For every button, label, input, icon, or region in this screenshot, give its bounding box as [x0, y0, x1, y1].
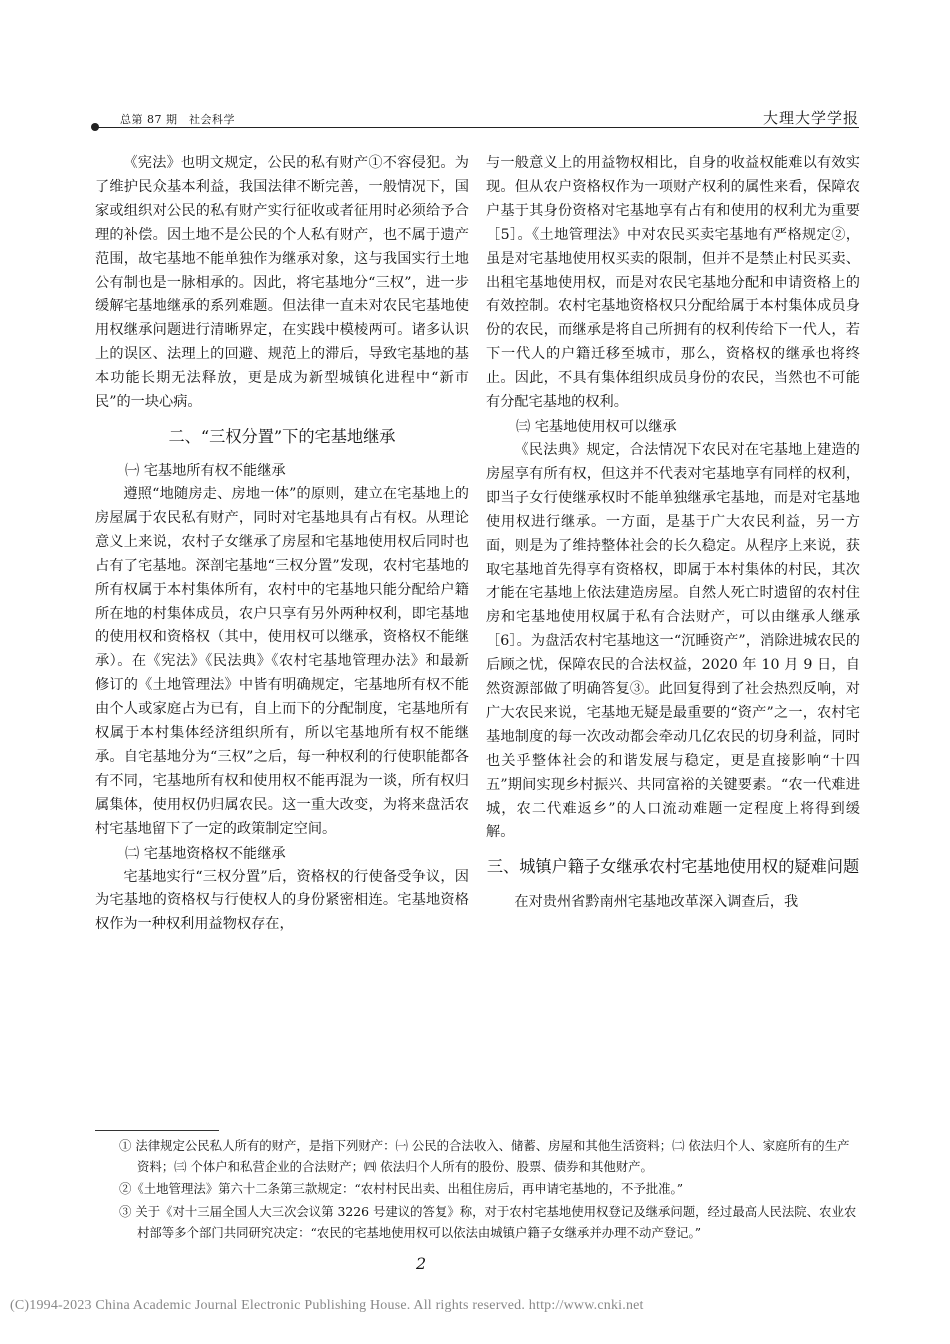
right-column	[486, 152, 860, 915]
footnote-3: ③ 关于《对十三届全国人大三次会议第 3226 号建议的答复》称，对于农村宅基地使用权登记及继承问题，经过最高人民法院、农业农村部等多个部门共同研究决定：“农民的宅基地使用权可以依法由城镇户籍子女继承并办理不动产登记。”	[119, 1204, 857, 1240]
subheading-ownership: ㈠ 宅基地所有权不能继承	[125, 462, 286, 479]
subheading-qualification: ㈡ 宅基地资格权不能继承	[125, 845, 286, 862]
subheading-use-right: ㈢ 宅基地使用权可以继承	[516, 418, 677, 435]
left-column	[95, 152, 469, 937]
journal-title: 大理大学学报	[762, 109, 859, 127]
header-rule	[95, 127, 859, 128]
copyright-watermark: (C)1994-2023 China Academic Journal Electronic Publishing House. All rights reserved. http://www.cnki.net	[10, 1298, 644, 1313]
paragraph-qualification-cont: 与一般意义上的用益物权相比，自身的收益权能难以有效实现。但从农户资格权作为一项财产权利的属性来看，保障农户基于其身份资格对宅基地享有占有和使用的权利尤为重要［5］。《土地管理法》中对农民买卖宅基地有严格规定②，虽是对宅基地使用权买卖的限制，但并不是禁止村民买卖、出租宅基地使用权，而是对农民宅基地分配和申请资格上的有效控制。农村宅基地资格权只分配给属于本村集体成员身份的农民，而继承是将自己所拥有的权利传给下一代人，若下一代人的户籍迁移至城市，那么，资格权的继承也将终止。因此，不具有集体组织成员身份的农民，当然也不可能有分配宅基地的权利。	[486, 155, 860, 411]
paragraph-investigation: 在对贵州省黔南州宅基地改革深入调查后，我	[514, 894, 799, 911]
footnotes	[119, 1136, 859, 1246]
footnote-1: ① 法律规定公民私人所有的财产，是指下列财产：㈠ 公民的合法收入、储蓄、房屋和其他生活资料；㈡ 依法归个人、家庭所有的生产资料；㈢ 个体户和私营企业的合法财产；㈣ 依法归个人所有的股份、股票、债券和其他财产。	[119, 1138, 850, 1174]
paragraph-ownership: 遵照“地随房走、房地一体”的原则，建立在宅基地上的房屋属于农民私有财产，同时对宅基地具有占有权。从理论意义上来说，农村子女继承了房屋和宅基地使用权后同时也占有了宅基地。深剖宅基地“三权分置”发现，农村宅基地的所有权属于本村集体所有，农村中的宅基地只能分配给户籍所在地的村集体成员，农户只享有另外两种权利，即宅基地的使用权和资格权（其中，使用权可以继承，资格权不能继承）。在《宪法》《民法典》《农村宅基地管理办法》和最新修订的《土地管理法》中皆有明确规定，宅基地所有权不能由个人或家庭占为已有，自上而下的分配制度，宅基地所有权属于本村集体经济组织所有，所以宅基地所有权不能继承。自宅基地分为“三权”之后，每一种权利的行使职能都各有不同，宅基地所有权和使用权不能再混为一谈，所有权归属集体，使用权仍归属农民。这一重大改变，为将来盘活农村宅基地留下了一定的政策制定空间。	[95, 485, 469, 837]
paragraph-constitution: 《宪法》也明文规定，公民的私有财产①不容侵犯。为了维护民众基本利益，我国法律不断完善，一般情况下，国家或组织对公民的私有财产实行征收或者征用时必须给予合理的补偿。因土地不是公民的个人私有财产，也不属于遗产范围，故宅基地不能单独作为继承对象，这与我国实行土地公有制也是一脉相承的。因此，将宅基地分“三权”，进一步缓解宅基地继承的系列难题。但法律一直未对农民宅基地使用权继承问题进行清晰界定，在实践中模棱两可。诸多认识上的误区、法理上的回避、规范上的滞后，导致宅基地的基本功能长期无法释放，更是成为新型城镇化进程中“新市民”的一块心病。	[95, 155, 469, 411]
section-heading-3: 三、城镇户籍子女继承农村宅基地使用权的疑难问题	[486, 857, 860, 877]
footnote-rule	[95, 1130, 219, 1131]
paragraph-qualification: 宅基地实行“三权分置”后，资格权的行使备受争议，因为宅基地的资格权与行使权人的身份紧密相连。宅基地资格权作为一种权利用益物权存在，	[95, 868, 469, 933]
paragraph-use-right: 《民法典》规定，合法情况下农民对在宅基地上建造的房屋享有所有权，但这并不代表对宅基地享有同样的权利，即当子女行使继承权时不能单独继承宅基地，而是对宅基地使用权进行继承。一方面，是基于广大农民利益，另一方面，则是为了维持整体社会的长久稳定。从程序上来说，获取宅基地首先得享有资格权，即属于本村集体的村民，其次才能在宅基地上依法建造房屋。自然人死亡时遗留的农村住房和宅基地使用权属于私有合法财产，可以由继承人继承［6］。为盘活农村宅基地这一“沉睡资产”，消除进城农民的后顾之忧，保障农民的合法权益，2020 年 10 月 9 日，自然资源部做了明确答复③。此回复得到了社会热烈反响，对广大农民来说，宅基地无疑是最重要的“资产”之一，农村宅基地制度的每一次改动都会牵动几亿农民的切身利益，同时也关乎整体社会的和谐发展与稳定，更是直接影响“十四五”期间实现乡村振兴、共同富裕的关键要素。“农一代难进城，农二代难返乡”的人口流动难题一定程度上将得到缓解。	[486, 441, 860, 841]
page-number: 2	[416, 1254, 427, 1273]
running-header-issue: 总第 87 期 社会科学	[120, 113, 235, 126]
section-heading-2: 二、“三权分置”下的宅基地继承	[168, 426, 396, 446]
footnote-2: ②《土地管理法》第六十二条第三款规定：“农村村民出卖、出租住房后，再申请宅基地的，不予批准。”	[119, 1181, 684, 1197]
